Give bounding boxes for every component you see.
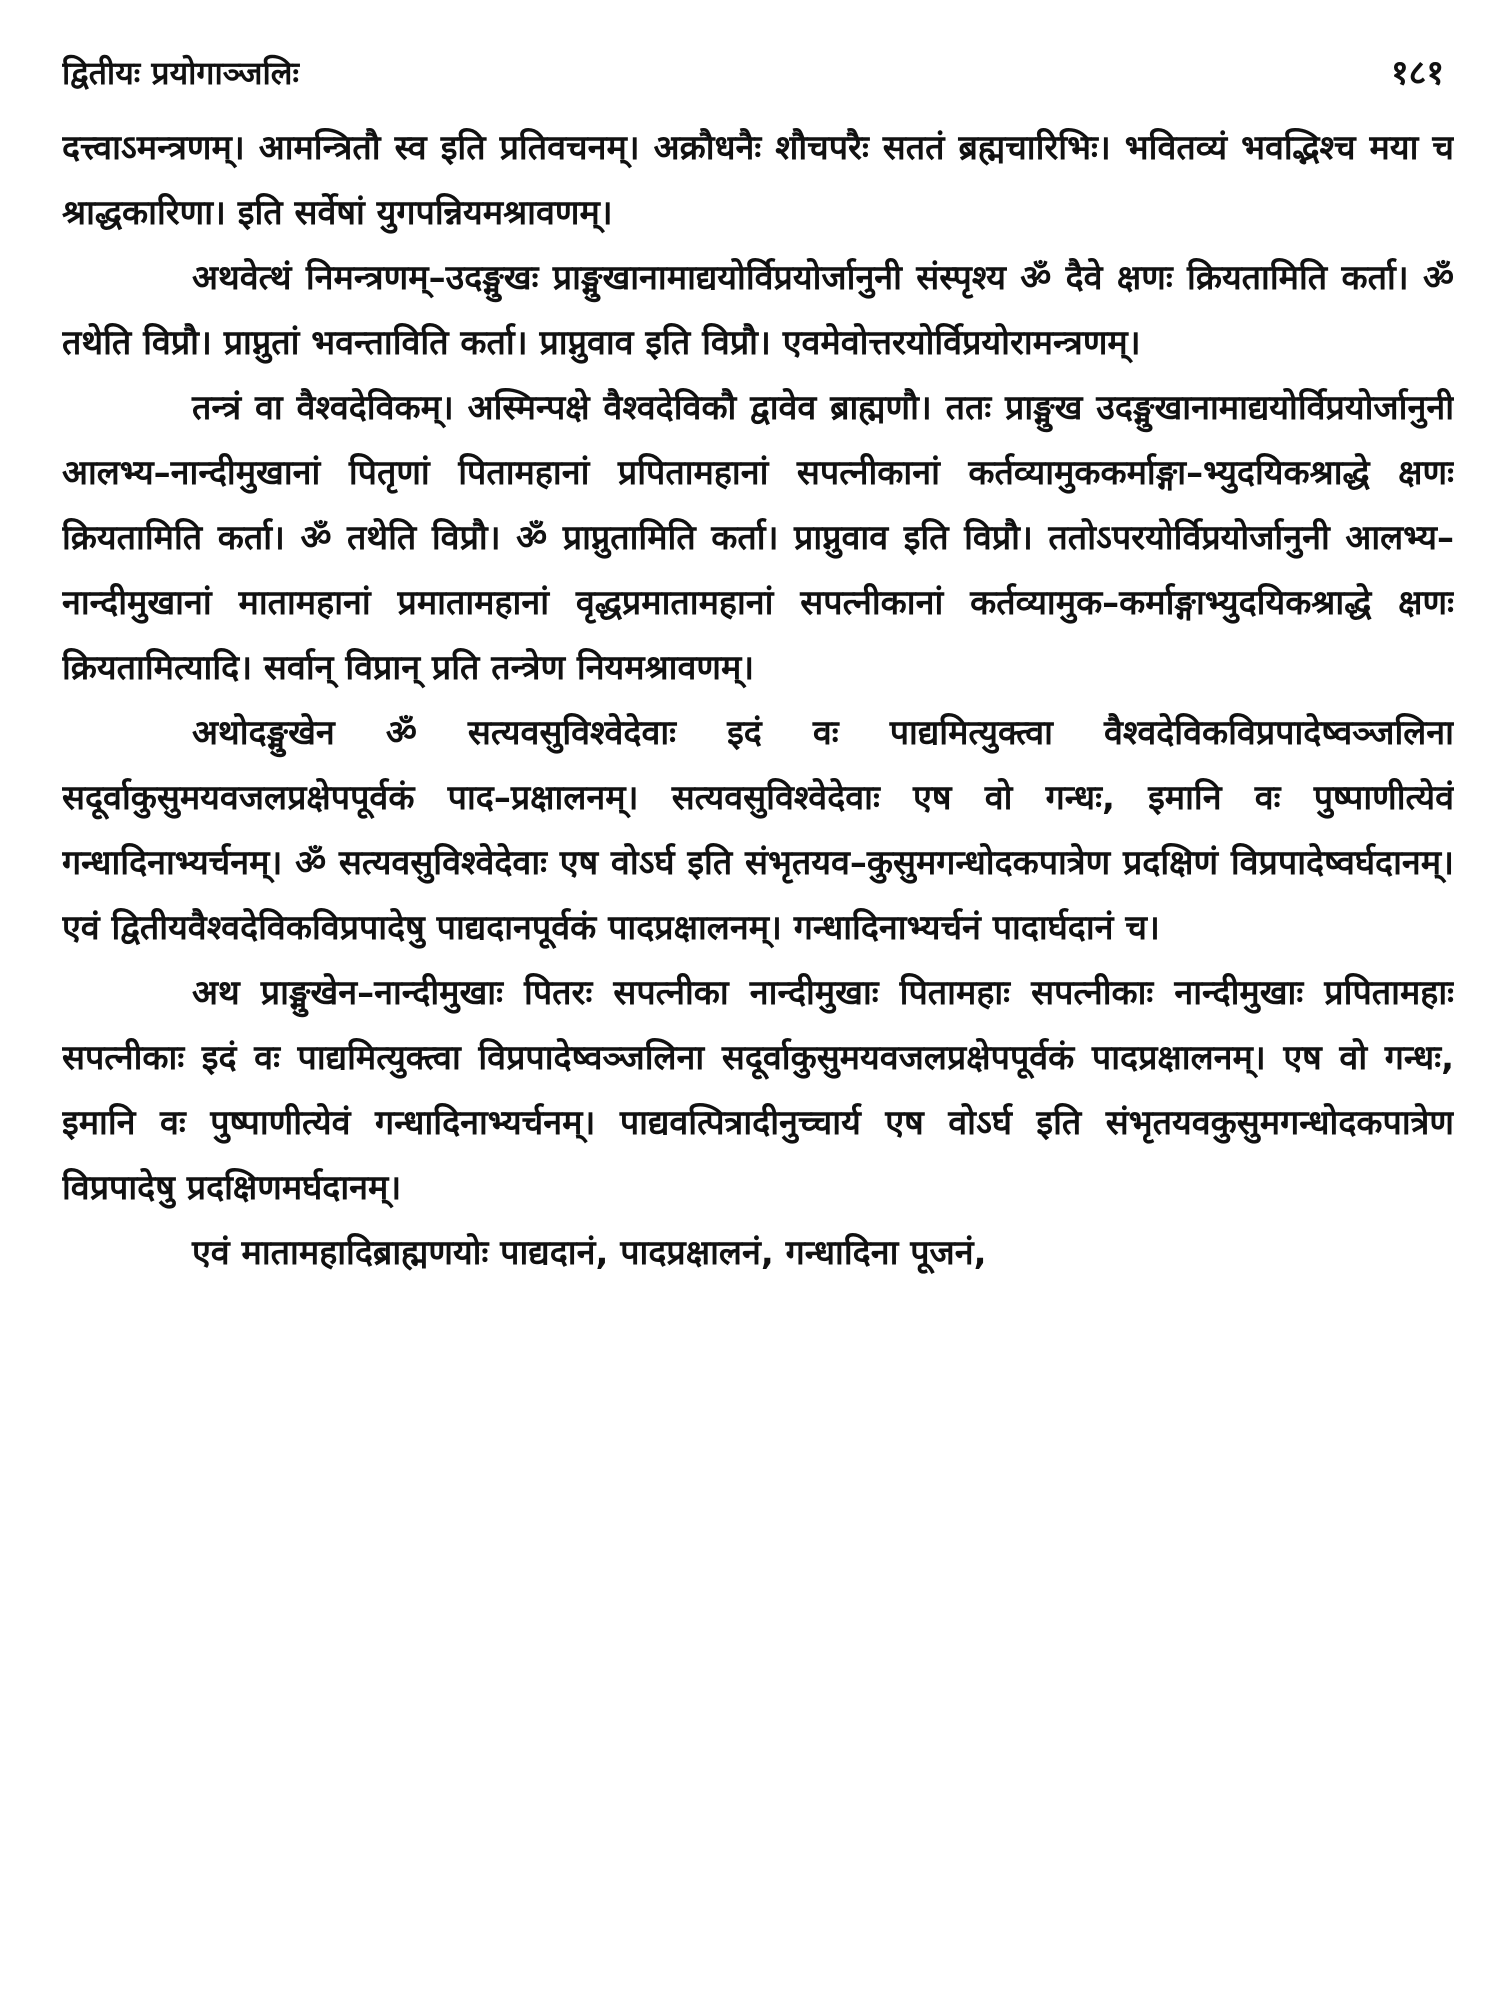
paragraph-3: तन्त्रं वा वैश्वदेविकम्। अस्मिन्पक्षे वैश्वदेविकौ द्वावेव ब्राह्मणौ। ततः प्राङ्मुख उदङ्मुखानामाद्ययोर्विप्रयोर्जानुनी आलभ्य–नान्दीमुखानां पितृणां पितामहानां प्रपितामहानां सपत्नीकानां कर्तव्यामुककर्माङ्गा–भ्युदयिकश्राद्धे क्षणः क्रियतामिति कर्ता। ॐ तथेति विप्रौ। ॐ प्राप्नुतामिति कर्ता। प्राप्नुवाव इति विप्रौ। ततोऽपरयोर्विप्रयोर्जानुनी आलभ्य–नान्दीमुखानां मातामहानां प्रमातामहानां वृद्धप्रमातामहानां सपत्नीकानां कर्तव्यामुक–कर्माङ्गाभ्युदयिकश्राद्धे क्षणः क्रियतामित्यादि। सर्वान् विप्रान् प्रति तन्त्रेण नियमश्रावणम्। [62,388,1454,688]
paragraph-6: एवं मातामहादिब्राह्मणयोः पाद्यदानं, पादप्रक्षालनं, गन्धादिना पूजनं, [192,1233,987,1273]
document-page [62,48,1454,1968]
paragraph-5: अथ प्राङ्मुखेन–नान्दीमुखाः पितरः सपत्नीका नान्दीमुखाः पितामहाः सपत्नीकाः नान्दीमुखाः प्रपितामहाः सपत्नीकाः इदं वः पाद्यमित्युक्त्वा विप्रपादेष्वञ्जलिना सदूर्वाकुसुमयवजलप्रक्षेपपूर्वकं पादप्रक्षालनम्। एष वो गन्धः, इमानि वः पुष्पाणीत्येवं गन्धादिनाभ्यर्चनम्। पाद्यवत्पित्रादीनुच्चार्य एष वोऽर्घ इति संभृतयवकुसुमगन्धोदकपात्रेण विप्रपादेषु प्रदक्षिणमर्घदानम्। [62,973,1454,1208]
paragraph-4: अथोदङ्मुखेन ॐ सत्यवसुविश्वेदेवाः इदं वः पाद्यमित्युक्त्वा वैश्वदेविकविप्रपादेष्वञ्जलिना सदूर्वाकुसुमयवजलप्रक्षेपपूर्वकं पाद–प्रक्षालनम्। सत्यवसुविश्वेदेवाः एष वो गन्धः, इमानि वः पुष्पाणीत्येवं गन्धादिनाभ्यर्चनम्। ॐ सत्यवसुविश्वेदेवाः एष वोऽर्घ इति संभृतयव–कुसुमगन्धोदकपात्रेण प्रदक्षिणं विप्रपादेष्वर्घदानम्। एवं द्वितीयवैश्वदेविकविप्रपादेषु पाद्यदानपूर्वकं पादप्रक्षालनम्। गन्धादिनाभ्यर्चनं पादार्घदानं च। [62,713,1454,948]
paragraph-2: अथवेत्थं निमन्त्रणम्–उदङ्मुखः प्राङ्मुखानामाद्ययोर्विप्रयोर्जानुनी संस्पृश्य ॐ दैवे क्षणः क्रियतामिति कर्ता। ॐ तथेति विप्रौ। प्राप्नुतां भवन्ताविति कर्ता। प्राप्नुवाव इति विप्रौ। एवमेवोत्तरयोर्विप्रयोरामन्त्रणम्। [62,258,1454,363]
paragraph-1: दत्त्वाऽमन्त्रणम्। आमन्त्रितौ स्व इति प्रतिवचनम्। अक्रौधनैः शौचपरैः सततं ब्रह्मचारिभिः। भवितव्यं भवद्भिश्च मया च श्राद्धकारिणा। इति सर्वेषां युगपन्नियमश्रावणम्। [62,128,1454,233]
running-title: द्वितीयः प्रयोगाञ्जलिः [62,54,299,92]
page-number: १८१ [1390,53,1444,93]
page-header [62,48,1454,110]
body-text [62,116,1454,1286]
